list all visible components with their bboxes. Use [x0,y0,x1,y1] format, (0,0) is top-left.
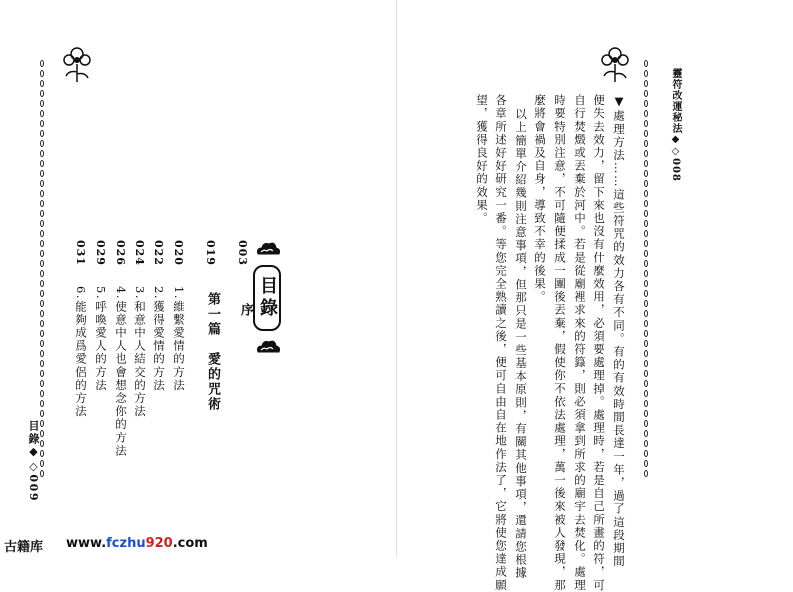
text-column: 望，獲得良好的效果。 [475,94,489,225]
toc-entry-title[interactable]: 序 [238,303,253,318]
left-chain-border [39,60,45,480]
toc-entry-title[interactable]: 5.呼喚愛人的方法 [94,286,108,392]
text-column: 各章所述好好研究一番。等您完全熟讀之後，便可自由自在地作法了，它將使您達成願 [494,94,508,592]
text-column: 時要特別注意，不可隨便揉成一團後丟棄，假使你不依法處理，萬一後來被人發現，那 [553,94,567,592]
text-column: ▼處理方法……這些符咒的效力各有不同。有的有效時間長達一年，過了這段期間 [612,94,626,569]
right-page-header: 靈符改運秘法◆◇008 [670,68,681,182]
text-column: 自行焚燬或丟棄於河中。若是從廟裡求來的符籙，則必須拿到所求的廟宇去焚化。處理 [573,94,587,592]
left-page-header: 目錄◆◇009 [27,420,40,503]
toc-page-number: 022 [152,240,165,266]
watermark-brand: 古籍库 [4,540,44,555]
text-column: 便失去效力，留下來也沒有什麼效用，必須要處理掉。處理時，若是自己所畫的符，可 [592,94,606,592]
toc-page-number: 003 [236,240,249,266]
watermark-footer [0,533,793,557]
toc-title-box: 目錄 [253,265,281,331]
toc-page-number: 024 [133,240,146,266]
toc-page-number: 026 [114,240,127,266]
left-page [0,0,396,557]
toc-page-number: 019 [204,240,217,266]
toc-entry-title[interactable]: 6.能夠成爲愛侶的方法 [74,286,88,419]
watermark-url[interactable]: www.fczhu920.com [66,536,208,551]
cloud-ornament-icon [255,238,281,258]
flower-ornament-icon [598,44,632,84]
toc-entry-title[interactable]: 3.和意中人結交的方法 [133,286,147,419]
cloud-ornament-icon [255,336,281,356]
flower-ornament-icon [60,44,94,84]
toc-page-number: 029 [94,240,107,266]
right-chain-border [643,60,649,480]
toc-entry-title[interactable]: 第一篇 愛的咒術 [205,292,220,412]
toc-page-number: 031 [74,240,87,266]
toc-entry-title[interactable]: 1.維繫愛情的方法 [172,286,186,392]
text-column: 麼將會禍及自身，導致不幸的後果。 [533,94,547,304]
right-page [397,0,793,592]
toc-page-number: 020 [172,240,185,266]
text-column: 以上簡單介紹幾則注意事項，但那只是一些基本原則，有關其他事項，還請您根據 [514,108,528,580]
toc-entry-title[interactable]: 4.使意中人也會想念你的方法 [114,286,128,458]
toc-entry-title[interactable]: 2.獲得愛情的方法 [152,286,166,392]
